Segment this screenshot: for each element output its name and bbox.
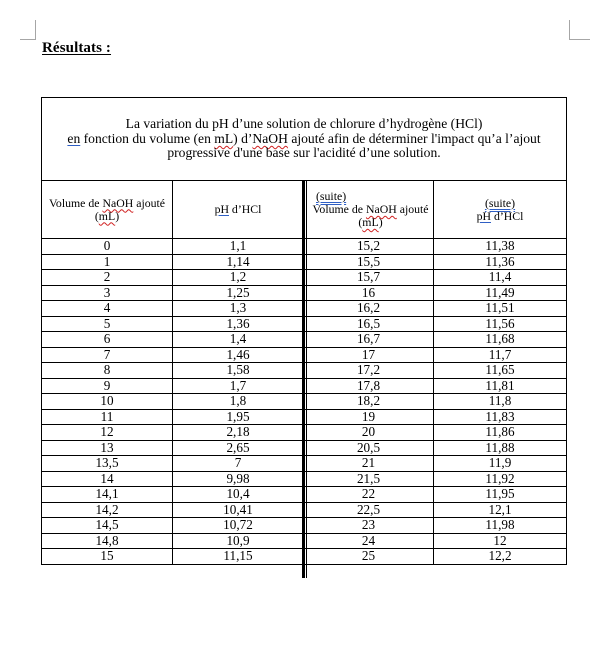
table-row: [42, 347, 567, 363]
cell-ph-continued: 11,51: [434, 301, 567, 317]
title-word-en: en: [67, 130, 81, 146]
cell-volume-continued: 17,2: [304, 363, 434, 379]
cell-ph: 1,36: [173, 316, 304, 332]
cell-volume-continued: 19: [304, 409, 434, 425]
cell-ph-continued: 11,98: [434, 518, 567, 534]
cell-volume: 2: [42, 270, 173, 286]
cell-ph-continued: 11,68: [434, 332, 567, 348]
page-corner-mark-top-right: [569, 20, 590, 40]
cell-volume-continued: 16,2: [304, 301, 434, 317]
cell-volume: 4: [42, 301, 173, 317]
cell-ph-continued: 11,56: [434, 316, 567, 332]
title-word-naoh: NaOH: [252, 130, 288, 146]
cell-volume: 5: [42, 316, 173, 332]
header-word-ml: mL: [98, 208, 116, 223]
cell-ph-continued: 12: [434, 533, 567, 549]
cell-volume-continued: 17,8: [304, 378, 434, 394]
cell-ph-continued: 12,1: [434, 502, 567, 518]
cell-ph-continued: 11,8: [434, 394, 567, 410]
table-title-row: [42, 98, 567, 181]
cell-ph-continued: 11,4: [434, 270, 567, 286]
table-row: [42, 285, 567, 301]
cell-ph: 1,3: [173, 301, 304, 317]
cell-volume: 9: [42, 378, 173, 394]
cell-ph: 10,72: [173, 518, 304, 534]
header-text: ): [115, 208, 120, 223]
cell-volume: 13,5: [42, 456, 173, 472]
table-row: [42, 363, 567, 379]
table-row: [42, 409, 567, 425]
header-word-ml: mL: [362, 215, 379, 229]
cell-ph-continued: 11,92: [434, 471, 567, 487]
table-row: [42, 254, 567, 270]
cell-volume: 10: [42, 394, 173, 410]
cell-volume: 1: [42, 254, 173, 270]
title-line-2: [42, 132, 566, 147]
results-table: [41, 97, 567, 565]
cell-volume: 14,5: [42, 518, 173, 534]
cell-volume-continued: 16: [304, 285, 434, 301]
header-text: d’HCl: [228, 202, 262, 216]
cell-volume-continued: 20: [304, 425, 434, 441]
cell-ph: 1,4: [173, 332, 304, 348]
cell-ph-continued: 11,88: [434, 440, 567, 456]
column-header-row: [42, 181, 567, 239]
cell-volume: 14: [42, 471, 173, 487]
header-suite-label: (suite): [484, 195, 516, 210]
table-row: [42, 456, 567, 472]
table-title: [42, 98, 567, 181]
cell-ph: 1,7: [173, 378, 304, 394]
cell-ph-continued: 11,36: [434, 254, 567, 270]
table-row: [42, 533, 567, 549]
header-text: (: [94, 208, 99, 223]
title-line-1: La variation du pH d’une solution de chlorure d’hydrogène (HCl): [125, 116, 483, 132]
cell-volume: 0: [42, 239, 173, 255]
header-suite-label: (suite): [316, 189, 347, 203]
cell-ph-continued: 11,81: [434, 378, 567, 394]
cell-ph: 1,14: [173, 254, 304, 270]
cell-ph-continued: 11,49: [434, 285, 567, 301]
title-text: ajouté afin de déterminer l'impact qu’a l’ajout: [287, 130, 541, 146]
cell-volume-continued: 16,5: [304, 316, 434, 332]
cell-volume: 14,1: [42, 487, 173, 503]
cell-ph-continued: 12,2: [434, 549, 567, 565]
cell-volume: 14,8: [42, 533, 173, 549]
cell-ph: 10,9: [173, 533, 304, 549]
title-word-ml: mL: [214, 130, 234, 146]
cell-ph: 2,65: [173, 440, 304, 456]
title-line-3: progressive d'une base sur l'acidité d’une solution.: [167, 145, 441, 161]
table-row: [42, 487, 567, 503]
cell-volume: 3: [42, 285, 173, 301]
cell-volume-continued: 25: [304, 549, 434, 565]
section-heading: Résultats :: [42, 40, 112, 56]
table-row: [42, 394, 567, 410]
header-text: ): [378, 215, 383, 229]
cell-volume: 14,2: [42, 502, 173, 518]
cell-volume: 7: [42, 347, 173, 363]
header-text: ajouté: [133, 195, 166, 210]
cell-volume: 6: [42, 332, 173, 348]
table-row: [42, 425, 567, 441]
header-volume: [42, 181, 173, 239]
cell-volume-continued: 21: [304, 456, 434, 472]
cell-volume-continued: 22: [304, 487, 434, 503]
header-text: Volume de: [312, 202, 366, 216]
cell-ph-continued: 11,86: [434, 425, 567, 441]
header-word-naoh: NaOH: [365, 202, 397, 216]
header-text: d’HCl: [491, 208, 524, 223]
header-word-naoh: NaOH: [102, 195, 134, 210]
cell-volume-continued: 21,5: [304, 471, 434, 487]
cell-volume-continued: 17: [304, 347, 434, 363]
cell-volume-continued: 16,7: [304, 332, 434, 348]
page-corner-mark-top-left: [20, 20, 36, 40]
cell-volume-continued: 22,5: [304, 502, 434, 518]
cell-ph: 10,4: [173, 487, 304, 503]
table-row: [42, 502, 567, 518]
cell-ph: 1,2: [173, 270, 304, 286]
header-volume-continued: [304, 181, 434, 239]
cell-volume: 11: [42, 409, 173, 425]
cell-volume-continued: 18,2: [304, 394, 434, 410]
cell-volume: 8: [42, 363, 173, 379]
cell-ph: 1,1: [173, 239, 304, 255]
table-row: [42, 316, 567, 332]
cell-volume: 15: [42, 549, 173, 565]
cell-ph: 10,41: [173, 502, 304, 518]
title-text: ) d’: [233, 130, 253, 146]
cell-ph-continued: 11,83: [434, 409, 567, 425]
cell-volume-continued: 15,7: [304, 270, 434, 286]
cell-ph: 7: [173, 456, 304, 472]
table-row: [42, 301, 567, 317]
table-row: [42, 332, 567, 348]
cell-ph: 1,8: [173, 394, 304, 410]
table-row: [42, 239, 567, 255]
table-row: [42, 270, 567, 286]
header-word-ph: pH: [476, 208, 491, 223]
cell-ph: 1,25: [173, 285, 304, 301]
cell-ph: 1,58: [173, 363, 304, 379]
cell-volume: 13: [42, 440, 173, 456]
table-row: [42, 549, 567, 565]
cell-ph-continued: 11,95: [434, 487, 567, 503]
header-text: Volume de: [48, 195, 103, 210]
cell-volume-continued: 20,5: [304, 440, 434, 456]
table-row: [42, 378, 567, 394]
table-row: [42, 440, 567, 456]
table-row: [42, 471, 567, 487]
cell-volume-continued: 15,2: [304, 239, 434, 255]
cell-ph: 1,95: [173, 409, 304, 425]
cell-volume-continued: 15,5: [304, 254, 434, 270]
cell-ph-continued: 11,65: [434, 363, 567, 379]
cell-ph: 1,46: [173, 347, 304, 363]
header-text: ajouté: [396, 202, 429, 216]
header-ph-continued: [434, 181, 567, 239]
cell-volume: 12: [42, 425, 173, 441]
cell-ph: 9,98: [173, 471, 304, 487]
cell-volume-continued: 24: [304, 533, 434, 549]
title-text: fonction du volume (en: [80, 130, 215, 146]
cell-ph: 2,18: [173, 425, 304, 441]
header-ph: [173, 181, 304, 239]
table-row: [42, 518, 567, 534]
cell-ph-continued: 11,7: [434, 347, 567, 363]
cell-ph-continued: 11,9: [434, 456, 567, 472]
cell-ph-continued: 11,38: [434, 239, 567, 255]
header-text: (: [358, 215, 363, 229]
cell-ph: 11,15: [173, 549, 304, 565]
header-word-ph: pH: [214, 202, 229, 216]
cell-volume-continued: 23: [304, 518, 434, 534]
